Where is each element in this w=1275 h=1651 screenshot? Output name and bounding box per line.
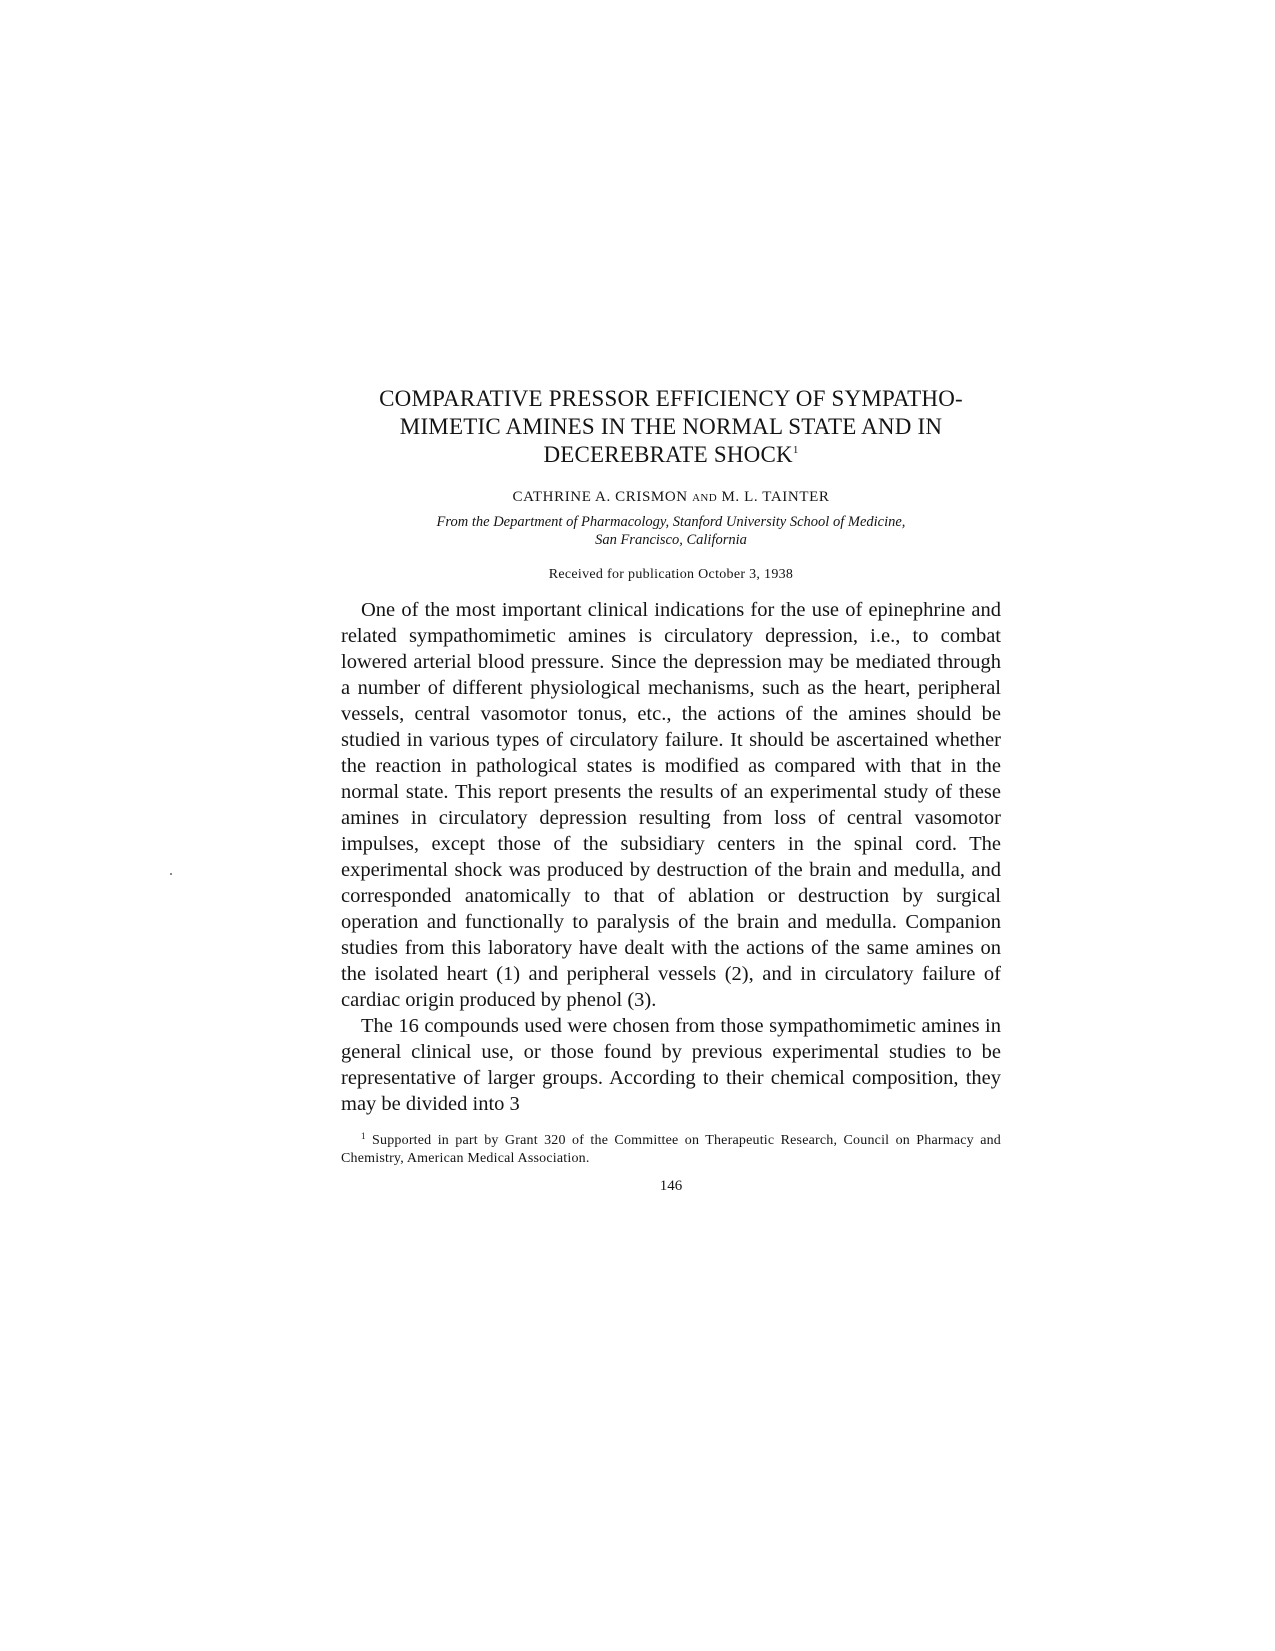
author-2: M. L. TAINTER [721,489,830,505]
received-date: Received for publication October 3, 1938 [548,567,794,582]
article-title [341,385,1001,469]
article-title-text: COMPARATIVE PRESSOR EFFICIENCY OF SYMPATHO-MIMETIC AMINES IN THE NORMAL STATE AND IN DECEREBRATE SHOCK [379,386,963,467]
affiliation-line-1: From the Department of Pharmacology, Stanford University School of Medicine, [436,514,906,530]
affiliation-line-2: San Francisco, California [595,532,747,548]
paper-page [341,385,1001,1195]
title-footnote-mark: 1 [792,444,799,456]
footnote-text: Supported in part by Grant 320 of the Committee on Therapeutic Research, Council on Pharmacy and Chemistry, American Medical Association. [341,1133,1002,1166]
author-conjunction: AND [692,492,718,504]
body-text [341,597,1001,1117]
footnote [341,1132,1001,1168]
body-paragraph-2: The 16 compounds used were chosen from those sympathomimetic amines in general clinical use, or those found by previous experimental studies to be representative of larger groups. According to their chemical composition, they may be divided into 3 [341,1015,1001,1115]
author-1: CATHRINE A. CRISMON [512,489,688,505]
footnote-mark: 1 [361,1131,366,1141]
body-paragraph-1: One of the most important clinical indications for the use of epinephrine and related sympathomimetic amines is circulatory depression, i.e., to combat lowered arterial blood pressure. Since the depression may be mediated through a number of different physiological mechanisms, such as the heart, peripheral vessels, central vasomotor tonus, etc., the actions of the amines should be studied in various types of circulatory failure. It should be ascertained whether the reaction in pathological states is modified as compared with that in the normal state. This report presents the results of an experimental study of these amines in circulatory depression resulting from loss of central vasomotor impulses, except those of the subsidiary centers in the spinal cord. The experimental shock was produced by destruction of the brain and medulla, and corresponded anatomically to that of ablation or destruction by surgical operation and functionally to paralysis of the brain and medulla. Companion studies from this laboratory have dealt with the actions of the same amines on the isolated heart (1) and peripheral vessels (2), and in circulatory failure of cardiac origin produced by phenol (3). [341,599,1001,1011]
margin-speck [170,873,172,875]
page-number: 146 [659,1178,683,1194]
affiliation [341,513,1001,549]
author-line [341,489,1001,506]
